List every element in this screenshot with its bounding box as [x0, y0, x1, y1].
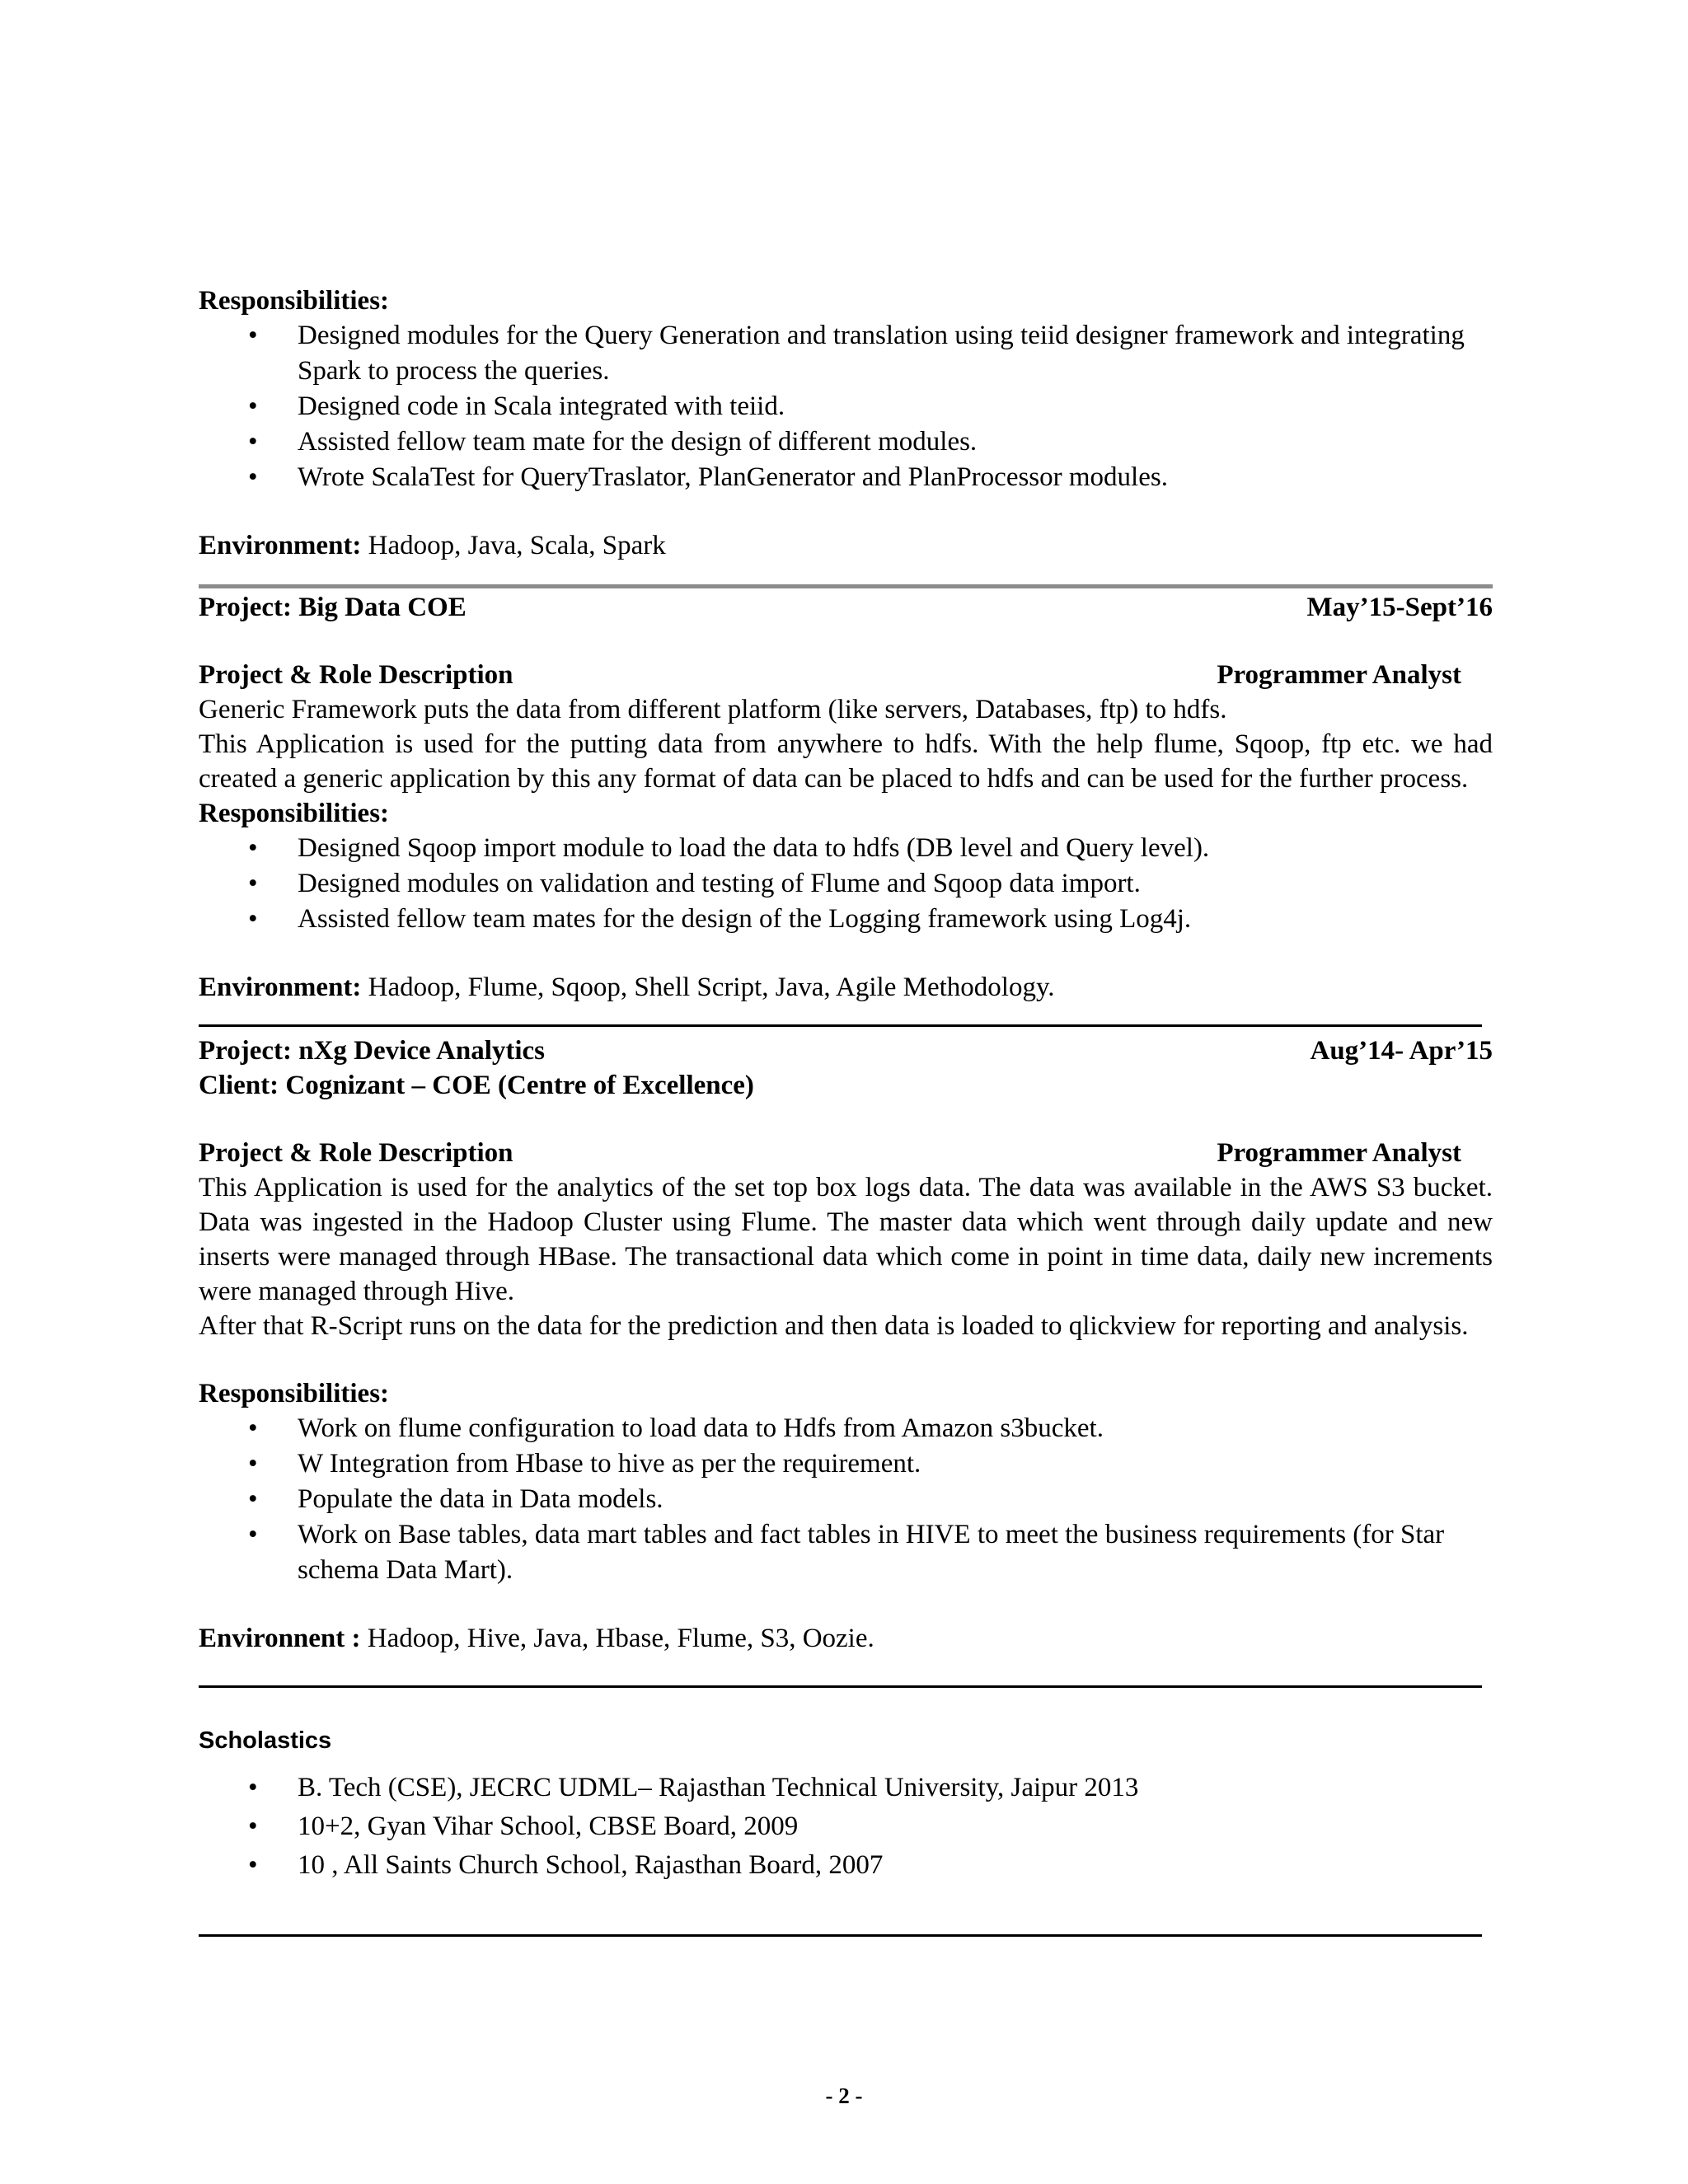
project-dates: May’15-Sept’16: [1306, 593, 1493, 622]
bullet-icon: •: [248, 427, 258, 457]
role-heading: Project & Role Description: [199, 660, 513, 690]
responsibilities-list: [199, 1411, 1493, 1588]
environment-line: Environment: Hadoop, Java, Scala, Spark: [199, 531, 666, 560]
project-description: This Application is used for the putting data from anywhere to hdfs. With the help flume, Sqoop, ftp etc. we had created a generic application by this any format of data can be placed to hdfs and can be used for the further process.: [199, 729, 1493, 794]
list-item: • Designed code in Scala integrated with teiid.: [199, 389, 1493, 424]
bullet-icon: •: [248, 321, 258, 350]
list-item: • B. Tech (CSE), JECRC UDML– Rajasthan Technical University, Jaipur 2013: [199, 1769, 1493, 1807]
scholastics-list: [199, 1769, 1493, 1885]
section-scholastics: [199, 1724, 1493, 1885]
list-item: • Assisted fellow team mate for the design of different modules.: [199, 424, 1493, 460]
environment-line: Environnent : Hadoop, Hive, Java, Hbase, Flume, S3, Oozie.: [199, 1624, 874, 1653]
section-project-big-data-coe: [199, 590, 1493, 1005]
responsibilities-list: [199, 318, 1493, 495]
project-header: [199, 1033, 1493, 1068]
bullet-icon: •: [248, 1850, 258, 1880]
list-item: • Wrote ScalaTest for QueryTraslator, PlanGenerator and PlanProcessor modules.: [199, 460, 1493, 495]
project-description: Generic Framework puts the data from different platform (like servers, Databases, ftp) to hdfs.: [199, 695, 1227, 724]
bullet-icon: •: [248, 1484, 258, 1514]
bullet-icon: •: [248, 1773, 258, 1802]
role-header: [199, 658, 1493, 692]
role-header: [199, 1136, 1493, 1170]
project-title: Project: Big Data COE: [199, 593, 467, 622]
bullet-icon: •: [248, 1413, 258, 1443]
list-item: • Populate the data in Data models.: [199, 1482, 1493, 1517]
role-heading: Project & Role Description: [199, 1138, 513, 1168]
responsibilities-heading: Responsibilities:: [199, 799, 390, 828]
bullet-icon: •: [248, 391, 258, 421]
environment-line: Environment: Hadoop, Flume, Sqoop, Shell Script, Java, Agile Methodology.: [199, 972, 1055, 1002]
project-title: Project: nXg Device Analytics: [199, 1036, 546, 1066]
page-number: - 2 -: [825, 2083, 863, 2108]
list-item: • Work on Base tables, data mart tables and fact tables in HIVE to meet the business requirements (for Star schema Data Mart).: [199, 1517, 1493, 1588]
project-client: Client: Cognizant – COE (Centre of Excellence): [199, 1071, 754, 1100]
project-description: After that R-Script runs on the data for the prediction and then data is loaded to qlickview for reporting and analysis.: [199, 1311, 1469, 1341]
project-dates: Aug’14- Apr’15: [1310, 1036, 1493, 1066]
list-item: • Assisted fellow team mates for the design of the Logging framework using Log4j.: [199, 902, 1493, 937]
section-previous-project: [199, 284, 1493, 563]
section-divider: [199, 1934, 1482, 1937]
list-item: • W Integration from Hbase to hive as per the requirement.: [199, 1446, 1493, 1482]
responsibilities-list: [199, 831, 1493, 937]
responsibilities-heading: Responsibilities:: [199, 1379, 390, 1408]
bullet-icon: •: [248, 1449, 258, 1479]
list-item: • 10 , All Saints Church School, Rajasthan Board, 2007: [199, 1846, 1493, 1885]
list-item: • Designed modules for the Query Generation and translation using teiid designer framework and integrating Spark to process the queries.: [199, 318, 1493, 389]
bullet-icon: •: [248, 462, 258, 492]
role-title: Programmer Analyst: [1217, 1138, 1461, 1168]
project-description: This Application is used for the analytics of the set top box logs data. The data was available in the AWS S3 bucket. Data was ingested in the Hadoop Cluster using Flume. The master data which went through daily update and new inserts were managed through HBase. The transactional data which come in point in time data, daily new increments were managed through Hive.: [199, 1173, 1493, 1306]
list-item: • Designed Sqoop import module to load the data to hdfs (DB level and Query level).: [199, 831, 1493, 866]
section-project-nxg-device-analytics: [199, 1033, 1493, 1656]
bullet-icon: •: [248, 1811, 258, 1841]
list-item: • Designed modules on validation and testing of Flume and Sqoop data import.: [199, 866, 1493, 902]
responsibilities-heading: Responsibilities:: [199, 286, 390, 316]
list-item: • Work on flume configuration to load data to Hdfs from Amazon s3bucket.: [199, 1411, 1493, 1446]
list-item: • 10+2, Gyan Vihar School, CBSE Board, 2009: [199, 1807, 1493, 1846]
page-content: [199, 284, 1493, 1937]
bullet-icon: •: [248, 833, 258, 863]
project-header: [199, 590, 1493, 625]
scholastics-heading: Scholastics: [199, 1727, 332, 1754]
bullet-icon: •: [248, 869, 258, 898]
bullet-icon: •: [248, 904, 258, 934]
bullet-icon: •: [248, 1520, 258, 1549]
role-title: Programmer Analyst: [1217, 660, 1461, 690]
